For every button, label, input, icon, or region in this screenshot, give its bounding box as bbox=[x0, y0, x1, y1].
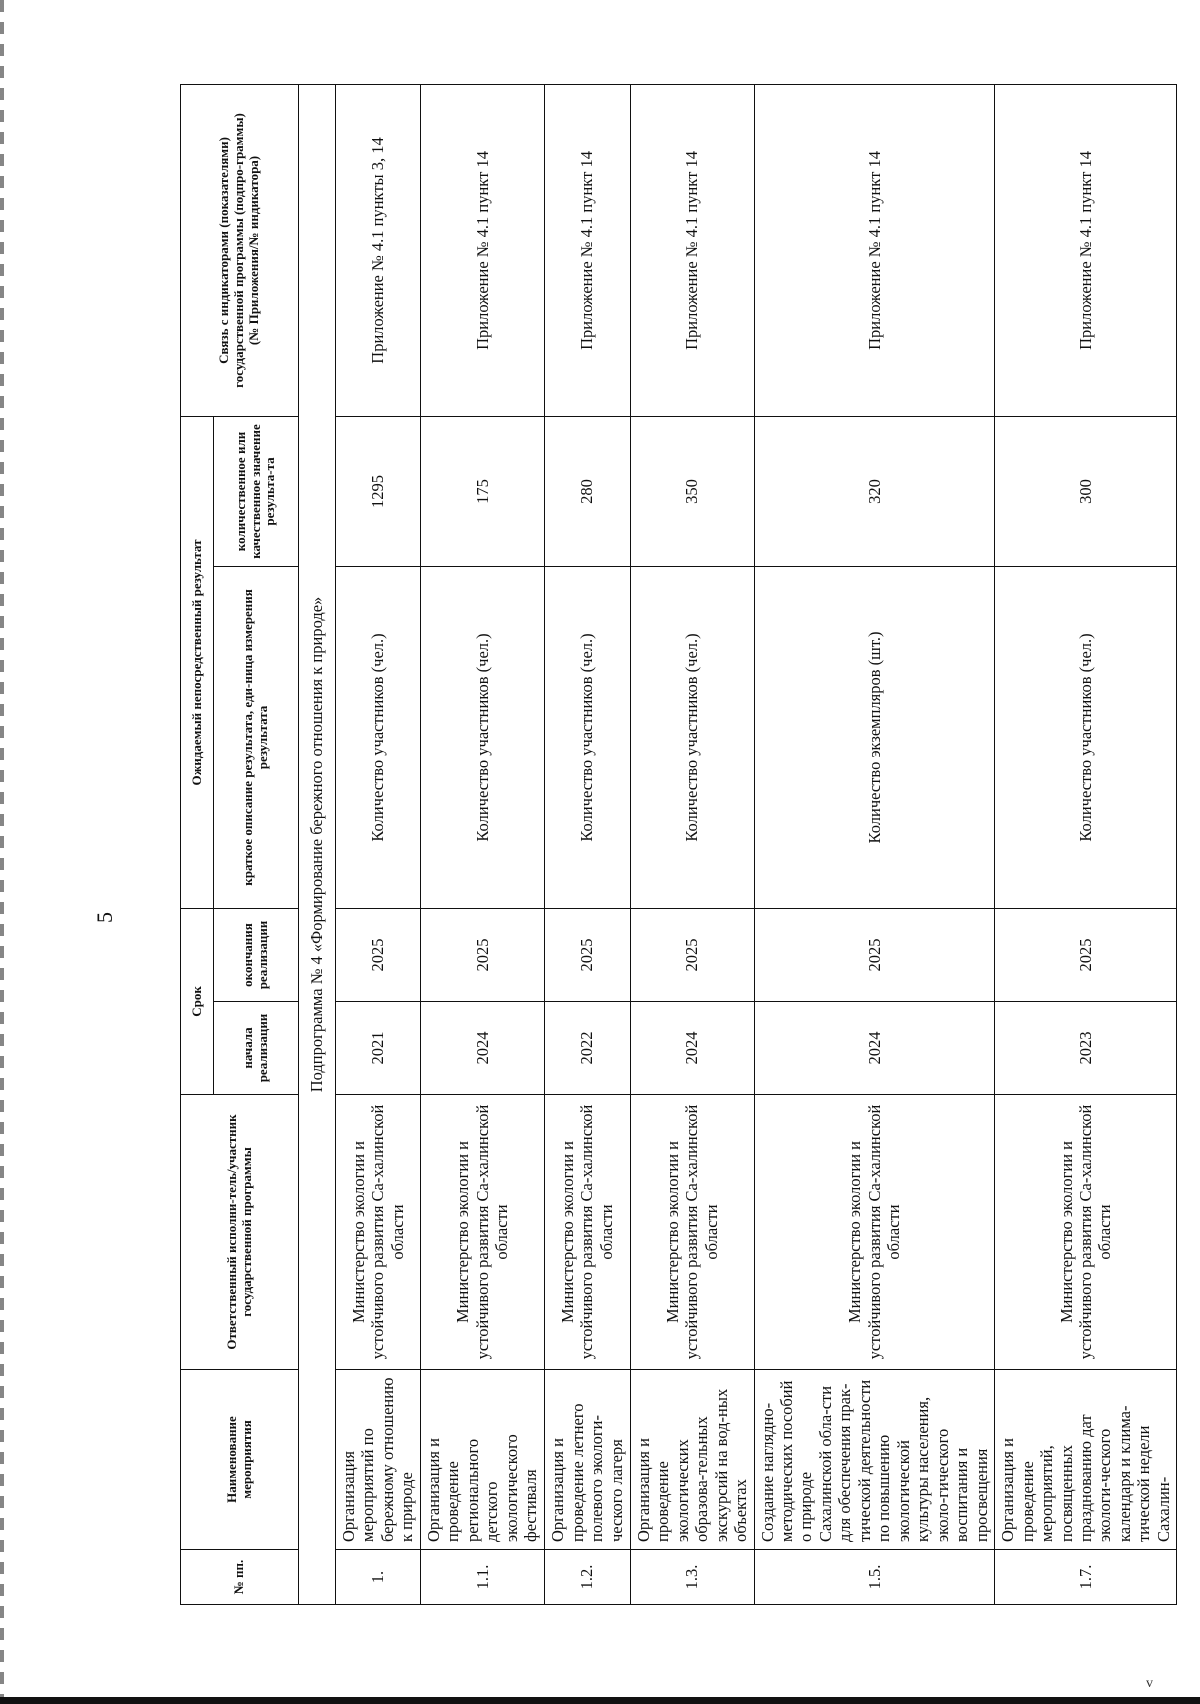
row-desc: Количество участников (чел.) bbox=[630, 566, 754, 908]
row-value: 300 bbox=[995, 416, 1177, 566]
margin-mark: v bbox=[1146, 1676, 1153, 1691]
row-value: 175 bbox=[420, 416, 544, 566]
row-value: 350 bbox=[630, 416, 754, 566]
row-num: 1.1. bbox=[420, 1550, 544, 1605]
row-num: 1.5. bbox=[754, 1550, 995, 1605]
header-row-1 bbox=[181, 84, 214, 1604]
scan-edge-bottom bbox=[0, 1697, 1200, 1704]
row-executor: Министерство экологии и устойчивого развития Са-халинской области bbox=[544, 1095, 630, 1370]
row-end: 2025 bbox=[336, 908, 421, 1001]
row-num: 1.7. bbox=[995, 1550, 1177, 1605]
row-start: 2023 bbox=[995, 1002, 1177, 1095]
rotated-page bbox=[0, 113, 1180, 1690]
row-link: Приложение № 4.1 пункт 14 bbox=[995, 84, 1177, 416]
header-result: Ожидаемый непосредственный результат bbox=[181, 416, 214, 908]
row-executor: Министерство экологии и устойчивого развития Са-халинской области bbox=[420, 1095, 544, 1370]
page-number: 5 bbox=[92, 912, 117, 923]
header-period: Срок bbox=[181, 908, 214, 1094]
header-period-start: начала реализации bbox=[214, 1002, 299, 1095]
row-link: Приложение № 4.1 пункт 14 bbox=[630, 84, 754, 416]
row-end: 2025 bbox=[420, 908, 544, 1001]
header-result-value: количественное или качественное значение результа-та bbox=[214, 416, 299, 566]
row-link: Приложение № 4.1 пункт 14 bbox=[544, 84, 630, 416]
table-row bbox=[995, 84, 1177, 1604]
table-row bbox=[630, 84, 754, 1604]
row-name: Организация мероприятий по бережному отношению к природе bbox=[336, 1370, 421, 1550]
row-end: 2025 bbox=[995, 908, 1177, 1001]
row-start: 2024 bbox=[420, 1002, 544, 1095]
row-end: 2025 bbox=[544, 908, 630, 1001]
row-start: 2022 bbox=[544, 1002, 630, 1095]
row-num: 1.3. bbox=[630, 1550, 754, 1605]
header-link bbox=[181, 84, 299, 416]
row-value: 320 bbox=[754, 416, 995, 566]
row-start: 2021 bbox=[336, 1002, 421, 1095]
row-num: 1.2. bbox=[544, 1550, 630, 1605]
row-executor: Министерство экологии и устойчивого развития Са-халинской области bbox=[995, 1095, 1177, 1370]
row-name: Создание наглядно-методических пособий о природе Сахалинской обла-сти для обеспечения прак-тической деятельности по повышению экологической культуры населения, эколо-гического воспитания и просвещения bbox=[754, 1370, 995, 1550]
activities-table bbox=[180, 84, 1177, 1605]
header-link-note: (№ Приложения/№ индикатора) bbox=[245, 155, 261, 346]
row-name: Организация и проведение регионального детского экологического фестиваля bbox=[420, 1370, 544, 1550]
row-executor: Министерство экологии и устойчивого развития Са-халинской области bbox=[336, 1095, 421, 1370]
row-desc: Количество участников (чел.) bbox=[420, 566, 544, 908]
header-name: Наименование мероприятия bbox=[181, 1370, 299, 1550]
header-result-desc: краткое описание результата, еди-ница измерения результата bbox=[214, 566, 299, 908]
row-desc: Количество участников (чел.) bbox=[995, 566, 1177, 908]
row-value: 280 bbox=[544, 416, 630, 566]
row-desc: Количество участников (чел.) bbox=[544, 566, 630, 908]
row-desc: Количество экземпляров (шт.) bbox=[754, 566, 995, 908]
row-executor: Министерство экологии и устойчивого развития Са-халинской области bbox=[754, 1095, 995, 1370]
row-executor: Министерство экологии и устойчивого развития Са-халинской области bbox=[630, 1095, 754, 1370]
row-value: 1295 bbox=[336, 416, 421, 566]
subprogram-row bbox=[299, 84, 336, 1604]
row-num: 1. bbox=[336, 1550, 421, 1605]
table-row bbox=[754, 84, 995, 1604]
row-desc: Количество участников (чел.) bbox=[336, 566, 421, 908]
row-start: 2024 bbox=[630, 1002, 754, 1095]
row-name: Организация и проведение мероприятий, посвященных празднованию дат экологи-ческого календаря и клима-тической недели Сахалин- bbox=[995, 1370, 1177, 1550]
header-period-end: окончания реализации bbox=[214, 908, 299, 1001]
table-row bbox=[544, 84, 630, 1604]
subprogram-title: Подпрограмма № 4 «Формирование бережного отношения к природе» bbox=[299, 84, 336, 1604]
row-end: 2025 bbox=[630, 908, 754, 1001]
row-link: Приложение № 4.1 пункт 14 bbox=[420, 84, 544, 416]
row-name: Организация и проведение экологических образова-тельных экскурсий на вод-ных объектах bbox=[630, 1370, 754, 1550]
row-end: 2025 bbox=[754, 908, 995, 1001]
header-link-title: Связь с индикаторами (показателями) государственной программы (подпро-граммы) bbox=[216, 113, 247, 388]
table-row bbox=[336, 84, 421, 1604]
row-link: Приложение № 4.1 пункт 14 bbox=[754, 84, 995, 416]
header-executor: Ответственный исполни-тель/участник государственной программы bbox=[181, 1095, 299, 1370]
row-link: Приложение № 4.1 пункты 3, 14 bbox=[336, 84, 421, 416]
row-name: Организация и проведение летнего полевого экологи-ческого лагеря bbox=[544, 1370, 630, 1550]
header-num: № пп. bbox=[181, 1550, 299, 1605]
table-row bbox=[420, 84, 544, 1604]
row-start: 2024 bbox=[754, 1002, 995, 1095]
